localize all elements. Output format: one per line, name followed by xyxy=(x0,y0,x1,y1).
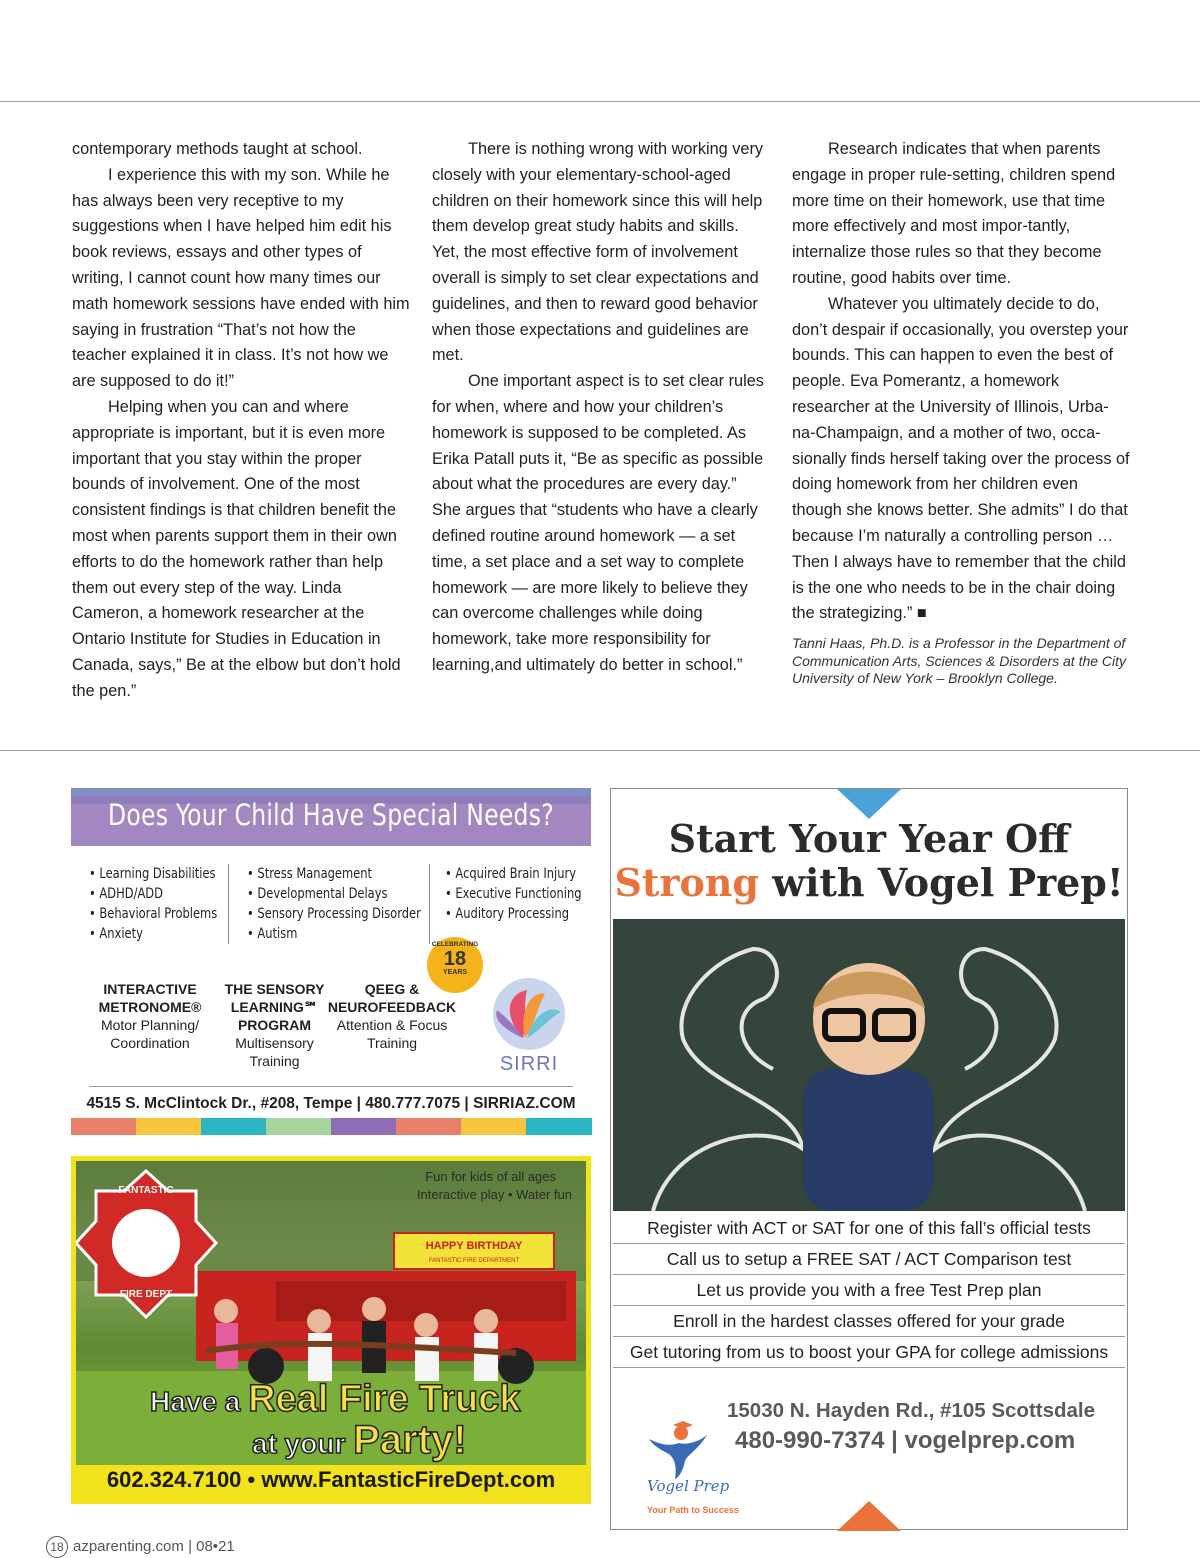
logo-text: SIRRI xyxy=(499,1053,559,1075)
badge-bottom: YEARS xyxy=(442,969,468,976)
badge-top: CELEBRATING xyxy=(431,941,479,948)
headline-line-2 xyxy=(611,861,1127,905)
divider xyxy=(89,1086,573,1087)
badge-number: 18 xyxy=(443,948,467,970)
sirri-list-3: • Acquired Brain Injury • Executive Functioning • Auditory Processing xyxy=(445,866,582,922)
list-item: Let us provide you with a free Test Prep plan xyxy=(613,1275,1125,1306)
vogel-logo-text: Vogel Prep xyxy=(647,1477,730,1495)
program-subtitle: Attention & Focus Training xyxy=(336,1017,448,1051)
tagline-2: Interactive play • Water fun xyxy=(416,1187,572,1202)
child xyxy=(474,1333,498,1381)
photo-illustration xyxy=(613,919,1125,1211)
fire-dept-ad[interactable] xyxy=(71,1156,591,1504)
child xyxy=(414,1313,438,1337)
logo-bottom-text: FIRE DEPT xyxy=(119,1289,173,1300)
program-title: THE SENSORY LEARNING℠ PROGRAM xyxy=(224,981,325,1033)
child xyxy=(415,1337,439,1381)
program-title: QEEG & NEUROFEEDBACK xyxy=(327,981,457,1015)
child xyxy=(362,1297,386,1321)
program-title: INTERACTIVE METRONOME® xyxy=(98,981,202,1015)
banner-text: HAPPY BIRTHDAY xyxy=(425,1240,523,1252)
sirri-list-1: • Learning Disabilities • ADHD/ADD • Behavioral Problems • Anxiety xyxy=(89,866,218,942)
divider xyxy=(228,864,229,944)
stripe-segment xyxy=(526,1118,592,1135)
page-number: 18 xyxy=(46,1536,68,1558)
stripe-segment xyxy=(136,1118,202,1135)
child xyxy=(308,1333,332,1381)
publication: azparenting.com | 08•21 xyxy=(73,1538,235,1555)
program-subtitle: Motor Planning/ Coordination xyxy=(100,1017,200,1051)
program-3 xyxy=(327,980,457,1052)
arrow-shape xyxy=(837,1501,901,1531)
arrow-shape xyxy=(837,789,901,819)
child xyxy=(474,1309,498,1333)
divider xyxy=(429,864,430,944)
ads-rule xyxy=(0,750,1200,751)
paragraph: Whatever you ultimately decide to do, don’t despair if occasionally, you overstep your bounds. This can happen to even the best of people. Eva Pomerantz, a homework researcher at the University of Illinois, Urba-na-Champaign, and a mother of two, occa-sionally finds herself taking over the process of doing homework from her children even though she knows better. She admits” I do that because I’m naturally a controlling person … Then I always have to remember that the child is the one who needs to be in the chair doing the strategizing.” ■ xyxy=(792,294,1130,623)
sirri-headline-bar xyxy=(71,788,591,846)
paragraph: One important aspect is to set clear rules for when, where and how your children’s homework is supposed to be completed. As Erika Patall puts it, “Be as specific as possible about what the procedures are every day.” She argues that “students who have a clearly defined routine around homework — a set time, a set place and a set way to complete homework — are more likely to believe they can overcome challenges while doing homework, take more responsibility for learning,and ultimately do better in school.” xyxy=(432,372,764,674)
top-rule xyxy=(0,101,1200,102)
chalkboard-photo xyxy=(613,919,1125,1211)
list-item: Enroll in the hardest classes offered for your grade xyxy=(613,1306,1125,1337)
paragraph: Research indicates that when parents engage in proper rule-setting, children spend more time on their homework, use that time more effectively and most impor-tantly, internalize those rules so that they become routine, good habits over time. xyxy=(792,140,1116,287)
headline-2a: at your xyxy=(252,1428,354,1459)
headline-2b: Party! xyxy=(353,1418,467,1462)
vogel-phone-web[interactable]: 480-990-7374 | vogelprep.com xyxy=(735,1427,1076,1454)
sirri-ad[interactable] xyxy=(71,788,591,1136)
stripe-segment xyxy=(266,1118,332,1135)
headline-line-1: Start Your Year Off xyxy=(668,816,1070,861)
vogel-logo-icon xyxy=(645,1421,711,1479)
banner-subtext: FANTASTIC FIRE DEPARTMENT xyxy=(428,1258,520,1264)
tagline-1: Fun for kids of all ages xyxy=(425,1169,556,1184)
paragraph: I experience this with my son. While he has always been very receptive to my suggestions when I have helped him edit his book reviews, essays and other types of writing, I cannot count how many times our math homework sessions have ended with him saying in frustration “That’s not how the teacher explained it in class. It’s not how we are supposed to do it!” xyxy=(72,165,410,391)
author-credit: Tanni Haas, Ph.D. is a Professor in the Department of Communication Arts, Sciences & Disorders at the City University of New York – Brooklyn College. xyxy=(792,635,1127,687)
party-photo xyxy=(76,1161,586,1465)
fire-phone-web[interactable]: 602.324.7100 • www.FantasticFireDept.com xyxy=(106,1467,556,1492)
vogel-headline xyxy=(611,817,1127,905)
sirri-logo xyxy=(483,976,575,1076)
logo-figure xyxy=(649,1435,707,1479)
program-subtitle: Multisensory Training xyxy=(235,1035,314,1069)
stripe-segment xyxy=(396,1118,462,1135)
stripe-segment xyxy=(331,1118,397,1135)
vogel-prep-ad[interactable] xyxy=(610,788,1128,1530)
stripe-segment xyxy=(461,1118,527,1135)
child xyxy=(214,1299,238,1323)
article-column-2 xyxy=(432,137,768,679)
program-2 xyxy=(217,980,332,1070)
logo-center xyxy=(112,1209,180,1277)
headline-rest: with Vogel Prep! xyxy=(759,860,1124,905)
list-item: Call us to setup a FREE SAT / ACT Comparison test xyxy=(613,1244,1125,1275)
article-column-3 xyxy=(792,137,1132,688)
program-1 xyxy=(79,980,221,1052)
logo-top-text: FANTASTIC xyxy=(118,1185,174,1196)
photo-illustration xyxy=(76,1161,586,1465)
vogel-tagline: Your Path to Success xyxy=(647,1505,739,1515)
vogel-tips-list xyxy=(613,1213,1125,1368)
list-item: Register with ACT or SAT for one of this fall’s official tests xyxy=(613,1213,1125,1244)
vogel-address: 15030 N. Hayden Rd., #105 Scottsdale xyxy=(727,1399,1096,1422)
headline-1a: Have a xyxy=(150,1386,249,1417)
top-arrow-icon xyxy=(837,789,901,819)
child xyxy=(307,1309,331,1333)
sirri-address: 4515 S. McClintock Dr., #208, Tempe | 480.777.7075 | SIRRIAZ.COM xyxy=(86,1095,576,1112)
sirri-list-2: • Stress Management • Developmental Delays • Sensory Processing Disorder • Autism xyxy=(247,866,421,942)
list-item: Get tutoring from us to boost your GPA for college admissions xyxy=(613,1337,1125,1368)
stripe-segment xyxy=(71,1118,137,1135)
boy-body xyxy=(803,1069,933,1211)
logo-cap xyxy=(673,1421,693,1429)
article-column-1 xyxy=(72,137,412,705)
paragraph: There is nothing wrong with working very closely with your elementary-school-aged children on their homework since this will help them develop great study habits and skills. Yet, the most effective form of involvement overall is simply to set clear expectations and guidelines, and then to reward good behavior when those expectations and guidelines are met. xyxy=(432,140,764,365)
headline-strong: Strong xyxy=(614,860,759,905)
paragraph: Helping when you can and where appropriate is important, but it is even more important that you stay within the proper bounds of involvement. One of the most consistent findings is that children benefit the most when parents support them in their own efforts to do the homework rather than help them out every step of the way. Linda Cameron, a homework researcher at the Ontario Institute for Studies in Education in Canada, says,” Be at the elbow but don’t hold the pen.” xyxy=(72,397,401,700)
page-footer xyxy=(46,1536,235,1558)
stripe-segment xyxy=(201,1118,267,1135)
paragraph: contemporary methods taught at school. xyxy=(72,140,363,158)
sirri-headline: Does Your Child Have Special Needs? xyxy=(108,798,554,832)
bottom-arrow-icon xyxy=(837,1501,901,1531)
headline-1b: Real Fire Truck xyxy=(248,1378,521,1420)
